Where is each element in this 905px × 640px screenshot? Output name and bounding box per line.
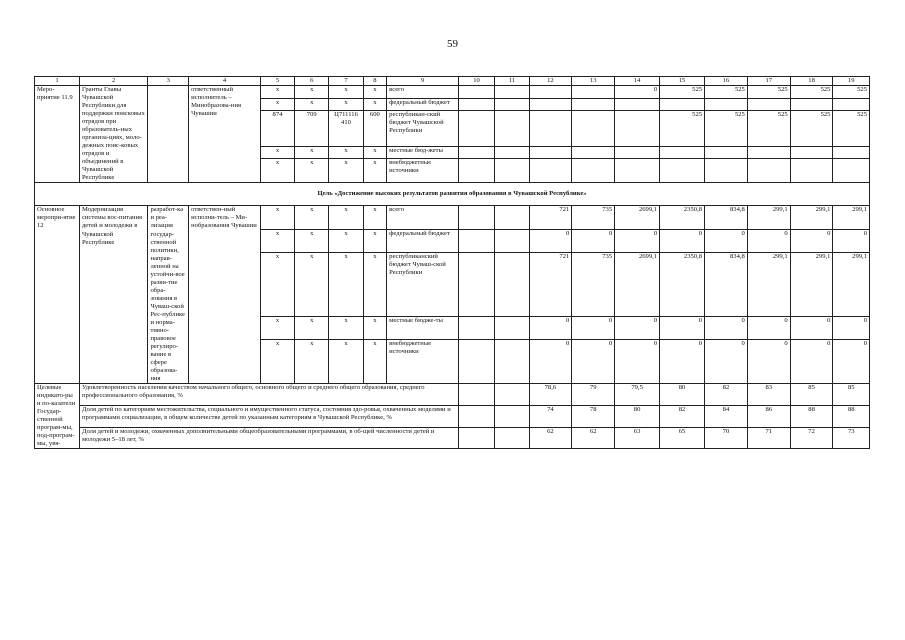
column-number: 10 [458, 77, 494, 86]
measure-name: Основное меропри-ятие 12 [35, 206, 80, 384]
indicator-value: 86 [747, 405, 790, 427]
year-value: 0 [660, 317, 705, 340]
year-value: 299,1 [790, 252, 833, 316]
empty-cell [458, 317, 494, 340]
year-value: 0 [615, 229, 660, 252]
indicator-value: 83 [747, 384, 790, 406]
funding-source: всего [387, 206, 459, 229]
year-value: 2350,8 [660, 206, 705, 229]
empty-cell [495, 98, 529, 111]
year-value [529, 146, 572, 159]
goal-row [35, 183, 870, 206]
year-value: 525 [790, 86, 833, 99]
indicator-value: 73 [833, 427, 870, 449]
om12-row [35, 206, 870, 229]
indicator-value: 79,5 [615, 384, 660, 406]
column-number: 16 [705, 77, 748, 86]
budget-code: x [329, 146, 363, 159]
year-value: 299,1 [747, 252, 790, 316]
year-value: 834,8 [705, 252, 748, 316]
empty-cell [458, 206, 494, 229]
year-value [572, 146, 615, 159]
budget-code: x [260, 86, 294, 99]
year-value: 721 [529, 206, 572, 229]
year-value: 525 [833, 111, 870, 146]
budget-code: x [363, 317, 387, 340]
year-value: 0 [615, 340, 660, 384]
header-row [35, 77, 870, 86]
budget-code: x [329, 98, 363, 111]
budget-code: Ц711116 410 [329, 111, 363, 146]
year-value: 0 [790, 340, 833, 384]
year-value: 525 [790, 111, 833, 146]
year-value: 299,1 [747, 206, 790, 229]
budget-code: x [260, 317, 294, 340]
budget-code: 874 [260, 111, 294, 146]
column-number: 8 [363, 77, 387, 86]
budget-code: x [260, 98, 294, 111]
target-row [35, 405, 870, 427]
empty-cell [458, 146, 494, 159]
empty-cell [495, 384, 529, 406]
indicator-value: 65 [660, 427, 705, 449]
empty-cell [495, 229, 529, 252]
year-value [529, 86, 572, 99]
year-value [660, 98, 705, 111]
budget-code: x [329, 317, 363, 340]
column-number: 7 [329, 77, 363, 86]
budget-code: x [363, 206, 387, 229]
year-value: 0 [833, 340, 870, 384]
year-value [572, 98, 615, 111]
column-number: 15 [660, 77, 705, 86]
year-value: 0 [747, 229, 790, 252]
indicator-value: 70 [705, 427, 748, 449]
budget-code: x [295, 146, 329, 159]
budget-code: x [260, 159, 294, 183]
indicator-value: 80 [615, 405, 660, 427]
empty-cell [495, 405, 529, 427]
measure-direction: разработ-ка и реа-лизация государ-ственной политики, направ-ленной на устойчи-вое разви-тие обра-зования в Чуваш-ской Рес-публике и норма-тивно-правовое регулиро-вание в сфере образова-ния [148, 206, 189, 384]
year-value [790, 98, 833, 111]
funding-source: местные бюд-жеты [387, 146, 459, 159]
budget-code: x [295, 98, 329, 111]
year-value: 735 [572, 206, 615, 229]
indicator-value: 82 [660, 405, 705, 427]
year-value [615, 111, 660, 146]
page-number: 59 [447, 38, 458, 50]
year-value [572, 159, 615, 183]
empty-cell [458, 86, 494, 99]
year-value [615, 98, 660, 111]
column-number: 2 [79, 77, 148, 86]
year-value: 0 [747, 340, 790, 384]
budget-code: x [329, 159, 363, 183]
empty-cell [458, 427, 494, 449]
indicator-value: 79 [572, 384, 615, 406]
funding-source: республиканский бюджет Чуваш-ской Республики [387, 252, 459, 316]
executor: ответствен-ный исполни-тель – Ми-нобразования Чувашии [189, 206, 261, 384]
empty-cell [148, 86, 189, 183]
year-value: 525 [705, 86, 748, 99]
year-value: 2699,1 [615, 252, 660, 316]
year-value: 735 [572, 252, 615, 316]
budget-code: x [260, 252, 294, 316]
empty-cell [458, 229, 494, 252]
empty-cell [495, 206, 529, 229]
empty-cell [458, 98, 494, 111]
indicator-value: 85 [833, 384, 870, 406]
budget-code: x [295, 159, 329, 183]
budget-code: x [260, 146, 294, 159]
indicator-value: 80 [660, 384, 705, 406]
year-value: 0 [790, 229, 833, 252]
indicator-text: Доля детей и молодежи, охваченных дополнительными общеобразовательными программами, в об-щей численности детей и молодежи 5–18 лет, % [79, 427, 458, 449]
year-value: 0 [705, 340, 748, 384]
measure-name: Меро-приятие 11.9 [35, 86, 80, 183]
year-value [572, 111, 615, 146]
executor: ответственный исполнитель – Минобразова-ния Чувашии [189, 86, 261, 183]
year-value: 0 [705, 229, 748, 252]
column-number: 4 [189, 77, 261, 86]
indicator-value: 88 [833, 405, 870, 427]
column-number: 11 [495, 77, 529, 86]
indicator-value: 85 [790, 384, 833, 406]
year-value: 0 [615, 86, 660, 99]
year-value [660, 159, 705, 183]
empty-cell [458, 340, 494, 384]
year-value: 2699,1 [615, 206, 660, 229]
year-value: 525 [747, 111, 790, 146]
funding-source: федеральный бюджет [387, 98, 459, 111]
year-value: 525 [705, 111, 748, 146]
year-value: 525 [833, 86, 870, 99]
empty-cell [458, 405, 494, 427]
year-value: 0 [529, 317, 572, 340]
column-number: 12 [529, 77, 572, 86]
column-number: 19 [833, 77, 870, 86]
column-number: 18 [790, 77, 833, 86]
year-value: 0 [572, 229, 615, 252]
year-value [529, 159, 572, 183]
budget-code: x [363, 340, 387, 384]
year-value [790, 159, 833, 183]
budget-code: x [295, 252, 329, 316]
column-number: 17 [747, 77, 790, 86]
funding-source: федеральный бюджет [387, 229, 459, 252]
empty-cell [495, 427, 529, 449]
empty-cell [495, 340, 529, 384]
budget-code: x [295, 340, 329, 384]
budget-code: x [329, 229, 363, 252]
indicator-value: 88 [790, 405, 833, 427]
budget-code: x [295, 206, 329, 229]
year-value [529, 98, 572, 111]
budget-code: 600 [363, 111, 387, 146]
budget-code: x [295, 229, 329, 252]
year-value: 299,1 [790, 206, 833, 229]
target-row [35, 427, 870, 449]
budget-code: x [363, 86, 387, 99]
indicator-value: 74 [529, 405, 572, 427]
year-value [572, 86, 615, 99]
target-row [35, 384, 870, 406]
year-value [747, 146, 790, 159]
indicator-value: 62 [572, 427, 615, 449]
indicator-value: 62 [529, 427, 572, 449]
column-number: 3 [148, 77, 189, 86]
budget-code: x [363, 252, 387, 316]
year-value: 0 [572, 317, 615, 340]
empty-cell [458, 252, 494, 316]
empty-cell [495, 159, 529, 183]
budget-code: x [363, 229, 387, 252]
year-value [615, 159, 660, 183]
year-value: 0 [833, 229, 870, 252]
funding-source: внебюджетные источники [387, 340, 459, 384]
column-number: 13 [572, 77, 615, 86]
budget-code: x [363, 146, 387, 159]
empty-cell [495, 111, 529, 146]
funding-source: республикан-ский бюджет Чувашской Республики [387, 111, 459, 146]
column-number: 6 [295, 77, 329, 86]
indicator-value: 78,6 [529, 384, 572, 406]
empty-cell [495, 317, 529, 340]
year-value [705, 146, 748, 159]
empty-cell [495, 252, 529, 316]
indicator-value: 78 [572, 405, 615, 427]
indicator-value: 71 [747, 427, 790, 449]
year-value [705, 159, 748, 183]
empty-cell [458, 111, 494, 146]
goal-heading: Цель «Достижение высоких результатов развития образования в Чувашской Республике» [35, 183, 870, 206]
indicator-value: 72 [790, 427, 833, 449]
budget-code: x [329, 206, 363, 229]
measure-title: Гранты Главы Чувашской Республики для поддержки поисковых отрядов при образователь-ных организа-циях, моло-дежных поис-ковых отрядов и объединений в Чувашской Республике [79, 86, 148, 183]
column-number: 1 [35, 77, 80, 86]
funding-source: внебюджетные источники [387, 159, 459, 183]
year-value [833, 159, 870, 183]
budget-code: x [363, 98, 387, 111]
indicator-value: 63 [615, 427, 660, 449]
measure-title: Модернизация системы вос-питания детей и молодежи в Чувашской Республике [79, 206, 148, 384]
targets-label: Целевые индикато-ры и по-казатели Государ-ственной програм-мы, под-програм-мы, увя- [35, 384, 80, 449]
year-value [833, 98, 870, 111]
indicator-value: 82 [705, 384, 748, 406]
year-value: 0 [705, 317, 748, 340]
year-value [705, 98, 748, 111]
empty-cell [495, 146, 529, 159]
year-value: 0 [790, 317, 833, 340]
year-value: 299,1 [833, 252, 870, 316]
m119-row [35, 86, 870, 99]
empty-cell [458, 159, 494, 183]
year-value: 525 [747, 86, 790, 99]
year-value: 525 [660, 111, 705, 146]
budget-code: x [329, 86, 363, 99]
year-value: 0 [572, 340, 615, 384]
budget-code: x [260, 206, 294, 229]
year-value [615, 146, 660, 159]
year-value [529, 111, 572, 146]
empty-cell [495, 86, 529, 99]
year-value [833, 146, 870, 159]
program-table [34, 76, 870, 449]
budget-code: x [295, 86, 329, 99]
indicator-text: Удовлетворенность населения качеством начального общего, основного общего и среднего общего образования, среднего профессионального образования, % [79, 384, 458, 406]
budget-code: x [363, 159, 387, 183]
funding-source: местные бюдже-ты [387, 317, 459, 340]
indicator-value: 84 [705, 405, 748, 427]
year-value: 525 [660, 86, 705, 99]
indicator-text: Доля детей по категориям местожительства, социального и имущественного статуса, состояния здо-ровья, охваченных моделями и программами социализации, в общем количестве детей по указанным категориям в Чувашской Республике, % [79, 405, 458, 427]
year-value [660, 146, 705, 159]
year-value: 0 [833, 317, 870, 340]
year-value: 0 [615, 317, 660, 340]
year-value: 0 [660, 229, 705, 252]
budget-code: x [260, 229, 294, 252]
year-value: 0 [529, 340, 572, 384]
year-value: 0 [660, 340, 705, 384]
budget-code: x [260, 340, 294, 384]
year-value: 299,1 [833, 206, 870, 229]
year-value: 2350,8 [660, 252, 705, 316]
funding-source: всего [387, 86, 459, 99]
year-value: 721 [529, 252, 572, 316]
column-number: 14 [615, 77, 660, 86]
year-value [790, 146, 833, 159]
year-value [747, 159, 790, 183]
empty-cell [458, 384, 494, 406]
year-value [747, 98, 790, 111]
year-value: 0 [529, 229, 572, 252]
year-value: 834,8 [705, 206, 748, 229]
budget-code: x [295, 317, 329, 340]
budget-code: 709 [295, 111, 329, 146]
budget-code: x [329, 252, 363, 316]
column-number: 5 [260, 77, 294, 86]
budget-code: x [329, 340, 363, 384]
column-number: 9 [387, 77, 459, 86]
year-value: 0 [747, 317, 790, 340]
